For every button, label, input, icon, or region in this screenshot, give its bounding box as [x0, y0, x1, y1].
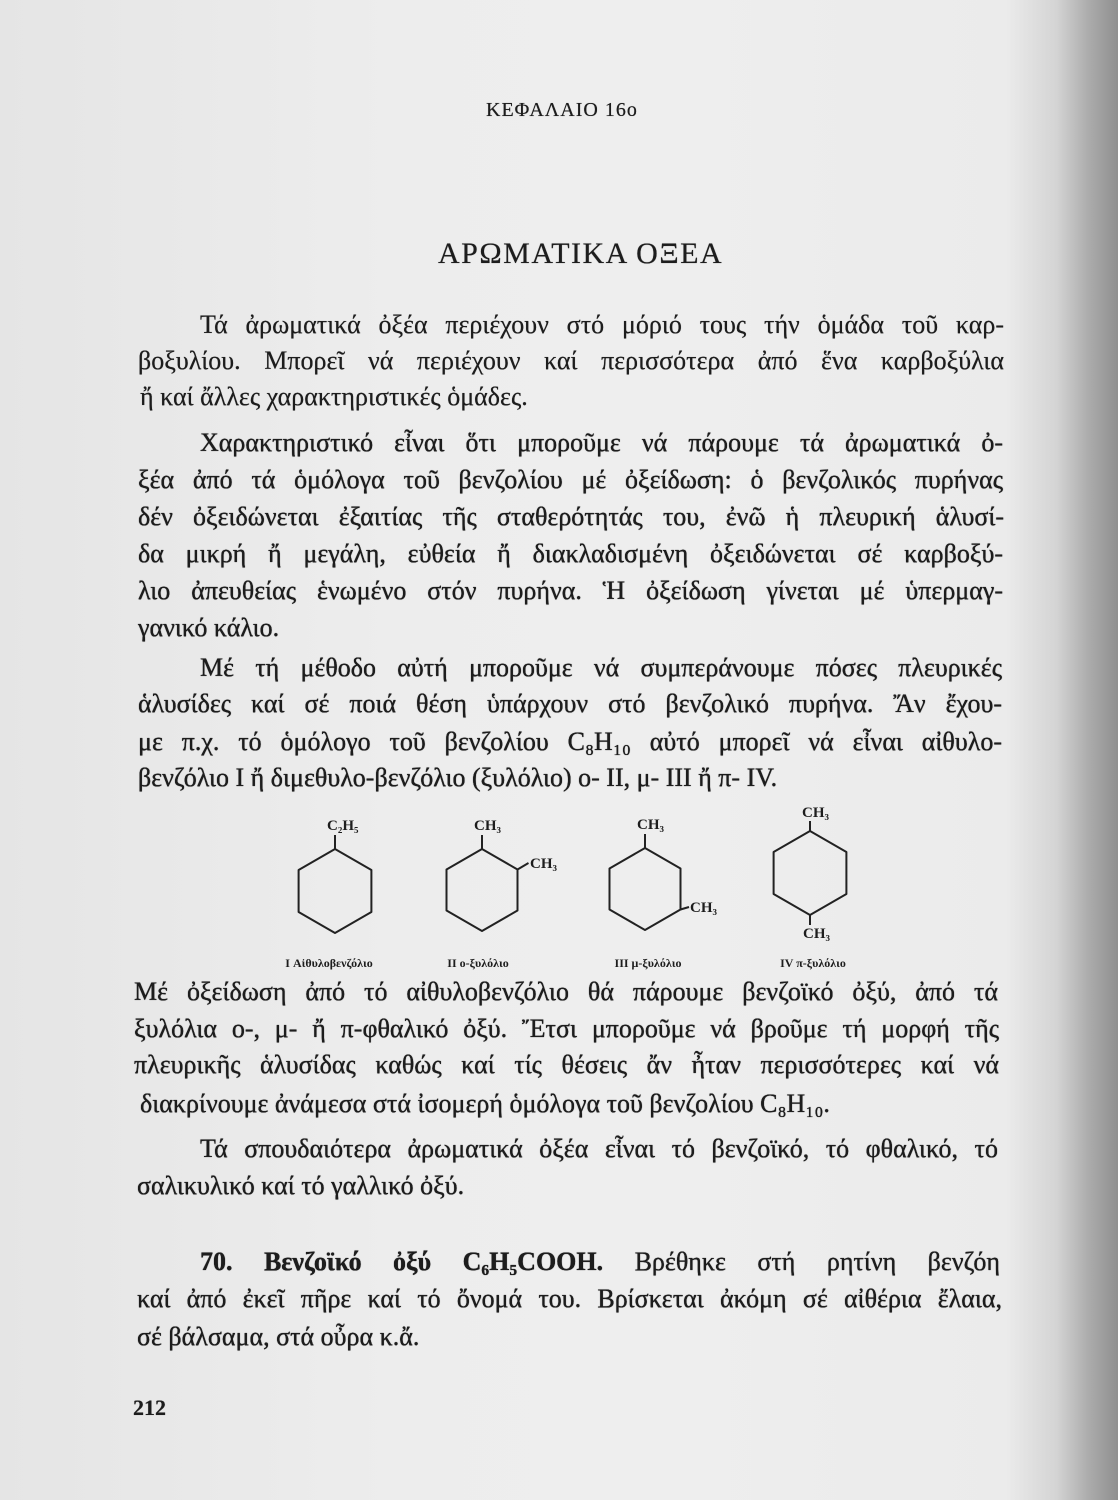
structure-ethylbenzene: [285, 818, 372, 970]
text-line: γανικό κάλιο.: [138, 613, 280, 642]
substituent-label: C₂H₅: [327, 818, 359, 834]
substituent-label: CH₃: [474, 818, 501, 834]
chapter-heading: ΚΕΦΑΛΑΙΟ 16ο: [486, 99, 638, 121]
benzene-ring: [610, 848, 681, 930]
text-line: καί ἀπό ἐκεῖ πῆρε καί τό ὄνομά του. Βρίσκεται ἀκόμη σέ αἰθέρια ἔλαια,: [137, 1284, 1002, 1313]
text-line: ἤ καί ἄλλες χαρακτηριστικές ὁμάδες.: [140, 382, 528, 411]
text-line: διακρίνουμε ἀνάμεσα στά ἰσομερή ὁμόλογα τοῦ βενζολίου C₈H₁₀.: [140, 1089, 830, 1118]
substituent-label: CH₃: [637, 817, 664, 833]
substituent-label: CH₃: [530, 856, 557, 872]
benzene-ring: [299, 849, 372, 933]
text-line: Χαρακτηριστικό εἶναι ὅτι μποροῦμε νά πάρουμε τά ἀρωματικά ὀ-: [200, 428, 1003, 457]
structure-caption: I Αἰθυλοβενζόλιο: [285, 956, 373, 970]
c8h10-isomers-figure: [260, 800, 880, 980]
substituent-label: CH₃: [802, 805, 829, 821]
text-line: [200, 1244, 1000, 1280]
substituent-label: CH₃: [803, 926, 830, 942]
section-text: Βρέθηκε στή ρητίνη βενζόη: [634, 1247, 1000, 1276]
benzene-ring: [447, 849, 518, 931]
text-line: σέ βάλσαμα, στά οὖρα κ.ἄ.: [137, 1322, 420, 1351]
text-line: βοξυλίου. Μπορεῖ νά περιέχουν καί περισσότερα ἀπό ἕνα καρβοξύλια: [138, 346, 1004, 375]
text-line: Μέ τή μέθοδο αὐτή μποροῦμε νά συμπεράνουμε πόσες πλευρικές: [200, 653, 1002, 682]
structure-m-xylene: [610, 817, 718, 970]
text-line: σαλικυλικό καί τό γαλλικό ὀξύ.: [137, 1171, 465, 1200]
text-line: Τά σπουδαιότερα ἀρωματικά ὀξέα εἶναι τό βενζοϊκό, τό φθαλικό, τό: [200, 1134, 998, 1163]
text-line: Τά ἀρωματικά ὀξέα περιέχουν στό μόριό τους τήν ὁμάδα τοῦ καρ-: [200, 310, 1004, 339]
text-line: Μέ ὀξείδωση ἀπό τό αἰθυλοβενζόλιο θά πάρουμε βενζοϊκό ὀξύ, ἀπό τά: [134, 977, 998, 1006]
text-line: δα μικρή ἤ μεγάλη, εὐθεία ἤ διακλαδισμένη ὀξειδώνεται σέ καρβοξύ-: [138, 539, 1003, 568]
structure-caption: III μ-ξυλόλιο: [614, 956, 682, 970]
structure-caption: IV π-ξυλόλιο: [780, 956, 846, 970]
section-heading: 70. Βενζοϊκό ὀξύ C₆H₅COOH.: [200, 1247, 604, 1276]
substituent-label: CH₃: [690, 900, 717, 916]
text-line: ξυλόλια ο-, μ- ἤ π-φθαλικό ὀξύ. Ἔτσι μποροῦμε νά βροῦμε τή μορφή τῆς: [134, 1014, 999, 1043]
text-line: ἁλυσίδες καί σέ ποιά θέση ὑπάρχουν στό βενζολικό πυρήνα. Ἄν ἔχου-: [138, 689, 1002, 718]
section-title: ΑΡΩΜΑΤΙΚΑ ΟΞΕΑ: [438, 237, 724, 270]
structure-caption: II ο-ξυλόλιο: [447, 956, 509, 970]
benzene-ring: [774, 831, 847, 915]
text-line: λιο ἀπευθείας ἑνωμένο στόν πυρήνα. Ἡ ὀξείδωση γίνεται μέ ὑπερμαγ-: [138, 576, 1003, 605]
text-line: με π.χ. τό ὁμόλογο τοῦ βενζολίου C₈H₁₀ αὐτό μπορεῖ νά εἶναι αἰθυλο-: [138, 727, 1002, 756]
structure-o-xylene: [447, 818, 558, 970]
text-line: δέν ὀξειδώνεται ἐξαιτίας τῆς σταθερότητάς του, ἐνῶ ἡ πλευρική ἁλυσί-: [138, 502, 1004, 531]
bond-methyl: [681, 907, 690, 910]
page-number: 212: [133, 1395, 166, 1420]
text-line: ξέα ἀπό τά ὁμόλογα τοῦ βενζολίου μέ ὀξείδωση: ὁ βενζολικός πυρήνας: [138, 465, 1003, 494]
text-line: πλευρικῆς ἁλυσίδας καθώς καί τίς θέσεις ἄν ἦταν περισσότερες καί νά: [134, 1050, 999, 1079]
structure-p-xylene: [774, 805, 847, 970]
bond-methyl: [518, 863, 529, 870]
text-line: βενζόλιο I ἤ διμεθυλο-βενζόλιο (ξυλόλιο) ο- II, μ- III ἤ π- IV.: [138, 763, 778, 792]
